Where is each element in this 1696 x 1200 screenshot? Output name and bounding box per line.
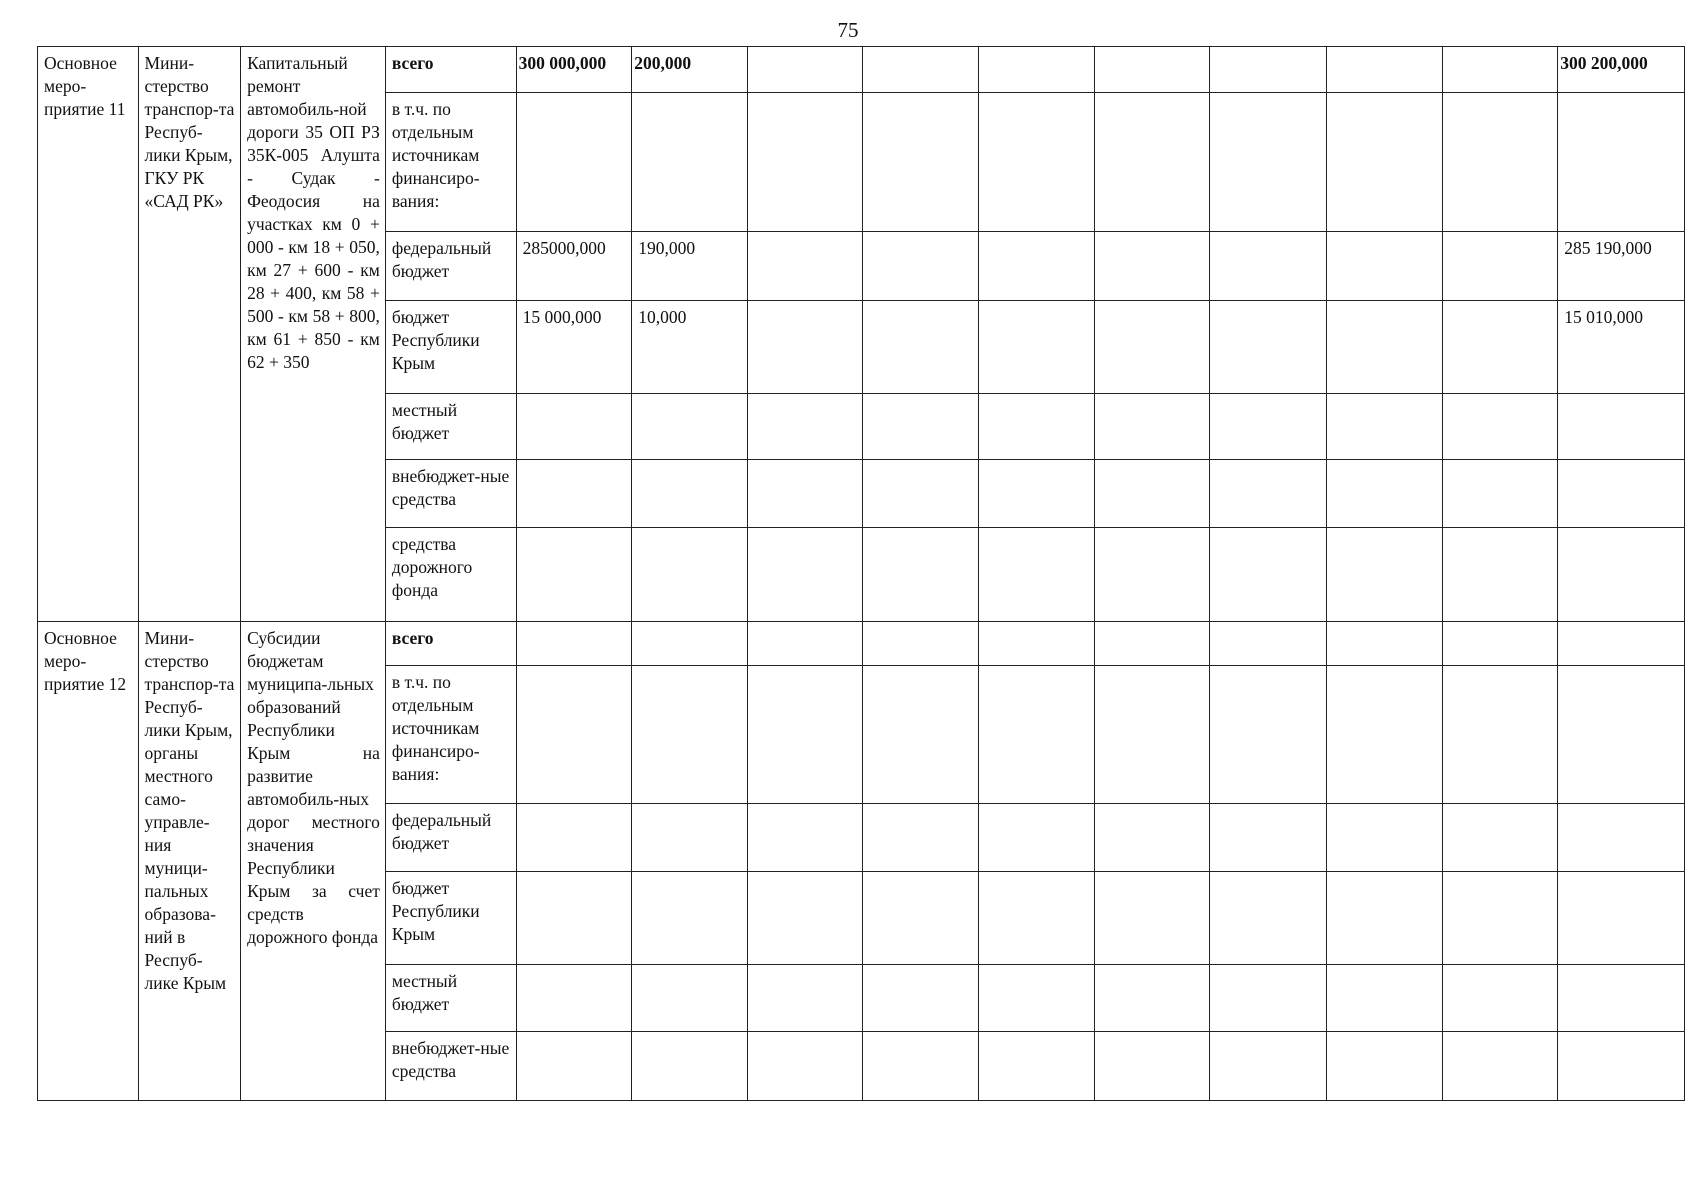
value-cell (516, 394, 632, 460)
budget-table (37, 46, 1685, 1101)
value-cell (1210, 232, 1327, 301)
value-cell (863, 47, 979, 93)
value-cell (863, 301, 979, 394)
value-cell (747, 804, 863, 872)
value-cell (632, 93, 748, 232)
value-cell (1210, 622, 1327, 666)
value-cell (747, 622, 863, 666)
value-cell (1210, 93, 1327, 232)
funding-source: бюджет Республики Крым (385, 301, 516, 394)
total-cell: 15 010,000 (1558, 301, 1685, 394)
funding-source: средства дорожного фонда (385, 528, 516, 622)
total-cell (1558, 804, 1685, 872)
total-cell (1558, 528, 1685, 622)
total-cell: 300 200,000 (1558, 47, 1685, 93)
funding-source: внебюджет-ные средства (385, 460, 516, 528)
value-cell (1326, 666, 1442, 804)
value-cell (1442, 528, 1558, 622)
funding-source: всего (385, 622, 516, 666)
value-cell (1210, 1032, 1327, 1101)
total-cell: 285 190,000 (1558, 232, 1685, 301)
value-cell (1326, 394, 1442, 460)
page-number: 75 (837, 18, 859, 42)
value-cell (1442, 666, 1558, 804)
value-cell (863, 666, 979, 804)
funding-source: бюджет Республики Крым (385, 872, 516, 965)
value-cell (1210, 47, 1327, 93)
funding-source: федеральный бюджет (385, 232, 516, 301)
value-cell (1094, 1032, 1210, 1101)
value-cell (979, 47, 1095, 93)
funding-source: всего (385, 47, 516, 93)
measure-name: Субсидии бюджетам муниципа-льных образований Республики Крым на развитие автомобиль-ных дорог местного значения Республики Крым за счет средств дорожного фонда (241, 622, 386, 1101)
value-cell (632, 804, 748, 872)
funding-source: местный бюджет (385, 965, 516, 1032)
value-cell (1326, 622, 1442, 666)
value-cell (1326, 301, 1442, 394)
funding-source: в т.ч. по отдельным источникам финансиро-вания: (385, 666, 516, 804)
value-cell (1094, 232, 1210, 301)
value-cell (632, 622, 748, 666)
value-cell (1326, 872, 1442, 965)
value-cell (979, 1032, 1095, 1101)
value-cell (516, 1032, 632, 1101)
table-row (38, 47, 1685, 93)
value-cell (979, 622, 1095, 666)
value-cell (1326, 1032, 1442, 1101)
total-cell (1558, 93, 1685, 232)
value-cell (632, 1032, 748, 1101)
value-cell (1442, 232, 1558, 301)
value-cell (863, 965, 979, 1032)
value-cell (979, 804, 1095, 872)
value-cell (632, 666, 748, 804)
value-cell (1442, 622, 1558, 666)
value-cell (1094, 622, 1210, 666)
value-cell (863, 232, 979, 301)
value-cell (979, 666, 1095, 804)
value-cell: 190,000 (632, 232, 748, 301)
value-cell (979, 232, 1095, 301)
value-cell (863, 622, 979, 666)
value-cell: 15 000,000 (516, 301, 632, 394)
value-cell (979, 394, 1095, 460)
value-cell (1210, 460, 1327, 528)
funding-source: местный бюджет (385, 394, 516, 460)
value-cell (747, 460, 863, 528)
value-cell (863, 872, 979, 965)
total-cell (1558, 872, 1685, 965)
value-cell (516, 666, 632, 804)
value-cell (1442, 394, 1558, 460)
value-cell (747, 301, 863, 394)
value-cell (1326, 47, 1442, 93)
value-cell: 300 000,000 (516, 47, 632, 93)
value-cell (1094, 965, 1210, 1032)
value-cell (1210, 804, 1327, 872)
value-cell (1210, 965, 1327, 1032)
value-cell (1326, 93, 1442, 232)
total-cell (1558, 460, 1685, 528)
value-cell (1326, 232, 1442, 301)
value-cell (863, 1032, 979, 1101)
value-cell (516, 872, 632, 965)
value-cell (1326, 965, 1442, 1032)
value-cell (1442, 965, 1558, 1032)
value-cell (1094, 394, 1210, 460)
value-cell (632, 872, 748, 965)
table-row (38, 622, 1685, 666)
value-cell (632, 528, 748, 622)
funding-source: федеральный бюджет (385, 804, 516, 872)
value-cell (516, 93, 632, 232)
value-cell (863, 93, 979, 232)
value-cell (747, 666, 863, 804)
measure-name: Капитальный ремонт автомобиль-ной дороги 35 ОП РЗ 35К-005 Алушта - Судак - Феодосия на участках км 0 + 000 - км 18 + 050, км 27 + 600 - км 28 + 400, км 58 + 500 - км 58 + 800, км 61 + 850 - км 62 + 350 (241, 47, 386, 622)
value-cell (863, 804, 979, 872)
measure-code: Основное меро-приятие 11 (38, 47, 139, 622)
value-cell (1094, 872, 1210, 965)
value-cell (632, 394, 748, 460)
value-cell (863, 460, 979, 528)
measure-executor: Мини-стерство транспор-та Респуб-лики Крым, ГКУ РК «САД РК» (138, 47, 241, 622)
value-cell (863, 394, 979, 460)
value-cell (1094, 47, 1210, 93)
value-cell: 10,000 (632, 301, 748, 394)
total-cell (1558, 394, 1685, 460)
value-cell (1442, 1032, 1558, 1101)
value-cell (632, 965, 748, 1032)
value-cell (1210, 394, 1327, 460)
value-cell (1442, 804, 1558, 872)
total-cell (1558, 622, 1685, 666)
value-cell (1442, 460, 1558, 528)
value-cell (1210, 872, 1327, 965)
value-cell (979, 872, 1095, 965)
value-cell (979, 301, 1095, 394)
value-cell (979, 460, 1095, 528)
value-cell (1094, 528, 1210, 622)
value-cell (516, 622, 632, 666)
value-cell (1326, 528, 1442, 622)
value-cell (1326, 460, 1442, 528)
value-cell: 285000,000 (516, 232, 632, 301)
value-cell (1094, 804, 1210, 872)
value-cell (1442, 872, 1558, 965)
value-cell (516, 528, 632, 622)
value-cell (1094, 301, 1210, 394)
value-cell (979, 965, 1095, 1032)
value-cell (747, 394, 863, 460)
funding-source: внебюджет-ные средства (385, 1032, 516, 1101)
value-cell (747, 232, 863, 301)
funding-source: в т.ч. по отдельным источникам финансиро-вания: (385, 93, 516, 232)
value-cell (516, 965, 632, 1032)
value-cell (747, 528, 863, 622)
value-cell (747, 872, 863, 965)
value-cell (1094, 93, 1210, 232)
value-cell (1210, 528, 1327, 622)
value-cell (747, 965, 863, 1032)
value-cell (1442, 47, 1558, 93)
value-cell (863, 528, 979, 622)
value-cell (747, 1032, 863, 1101)
value-cell (1094, 460, 1210, 528)
value-cell (1442, 93, 1558, 232)
value-cell (1442, 301, 1558, 394)
value-cell (516, 460, 632, 528)
measure-code: Основное меро-приятие 12 (38, 622, 139, 1101)
value-cell: 200,000 (632, 47, 748, 93)
total-cell (1558, 965, 1685, 1032)
value-cell (979, 93, 1095, 232)
value-cell (1326, 804, 1442, 872)
total-cell (1558, 1032, 1685, 1101)
value-cell (1094, 666, 1210, 804)
value-cell (747, 47, 863, 93)
value-cell (632, 460, 748, 528)
value-cell (1210, 666, 1327, 804)
value-cell (979, 528, 1095, 622)
value-cell (516, 804, 632, 872)
total-cell (1558, 666, 1685, 804)
measure-executor: Мини-стерство транспор-та Респуб-лики Крым, органы местного само-управле-ния муници-пальных образова-ний в Респуб-лике Крым (138, 622, 241, 1101)
value-cell (1210, 301, 1327, 394)
value-cell (747, 93, 863, 232)
